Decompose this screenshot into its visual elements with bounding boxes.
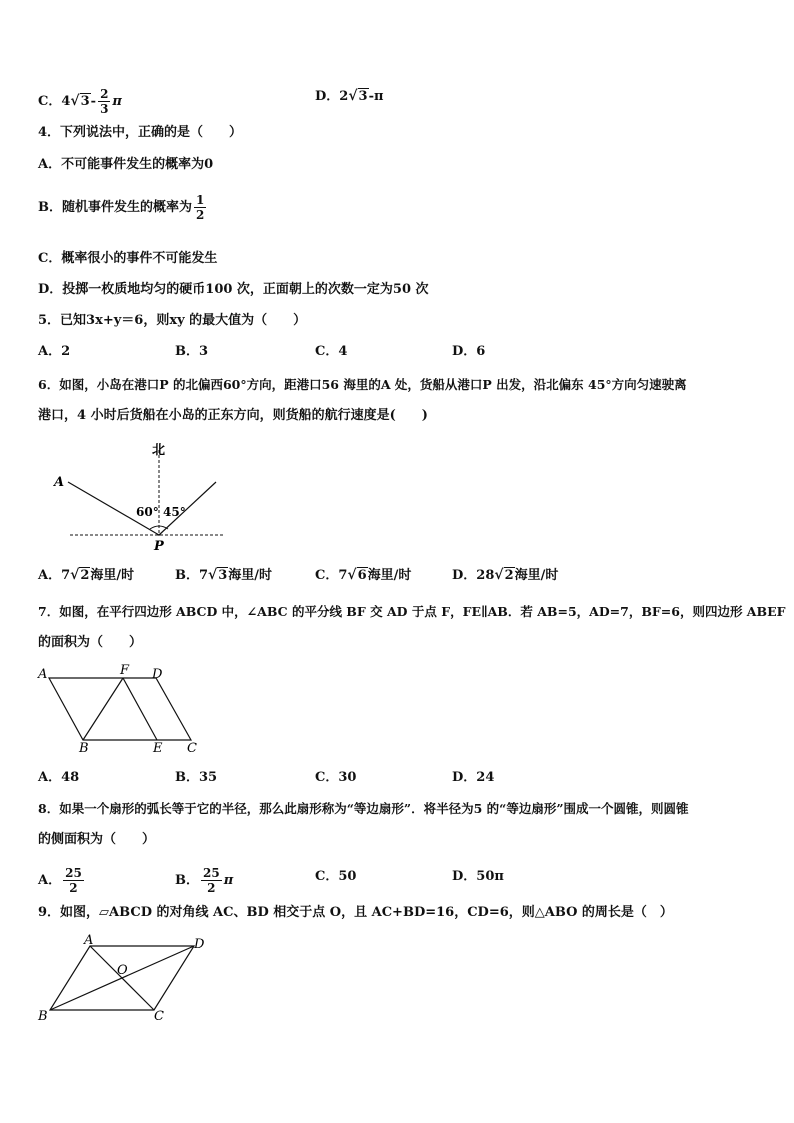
sqrt-symbol: √6 (347, 567, 367, 583)
q7-option-c: C．30 (315, 770, 357, 785)
q8-option-d: D．50π (452, 869, 504, 884)
north-label: 北 (152, 443, 166, 458)
q6-stem-line1: 6．如图，小岛在港口P 的北偏西60°方向，距港口56 海里的A 处，货船从港口P 出发，沿北偏东 45°方向匀速驶离 (38, 377, 687, 392)
q5-stem: 5．已知3x+y＝6，则xy 的最大值为（ ） (38, 313, 307, 328)
vertex-f: F (120, 663, 130, 678)
q7-option-d: D．24 (452, 770, 495, 785)
angle-45-label: 45° (163, 505, 186, 519)
q5-option-d: D．6 (452, 344, 486, 359)
q8-option-b: B． $\frac{25}{2}$ π (175, 866, 234, 895)
q7-stem-line2: 的面积为（ ） (38, 635, 143, 650)
q6-option-a: A．7√2海里/时 (38, 567, 135, 583)
q6-option-c: C．7√6海里/时 (315, 567, 412, 583)
q3-option-d: D．2√3-π (315, 88, 384, 104)
q4-stem: 4．下列说法中，正确的是（ ） (38, 125, 243, 140)
q4-option-a: A．不可能事件发生的概率为0 (38, 157, 214, 172)
point-o: O (117, 963, 128, 978)
q8-stem-line2: 的侧面积为（ ） (38, 832, 156, 847)
q7-figure (36, 662, 202, 756)
q6-stem-line2: 港口，4 小时后货船在小岛的正东方向，则货船的航行速度是( ) (38, 408, 428, 423)
vertex-d: D (152, 667, 163, 682)
q6-option-b: B．7√3海里/时 (175, 567, 273, 583)
q9-stem: 9．如图，▱ABCD 的对角线 AC、BD 相交于点 O，且 AC+BD=16，CD=6，则△ABO 的周长是（ ） (38, 905, 673, 920)
q4-option-b: B．随机事件发生的概率为 $\frac{1}{2}$ (38, 193, 205, 222)
fraction: $\frac{2}{3}$ (100, 87, 109, 116)
point-a-label: A (54, 475, 65, 490)
vertex-b: B (38, 1009, 48, 1024)
vertex-a: A (84, 933, 94, 948)
q5-option-b: B．3 (175, 344, 209, 359)
q3-option-c: C．4√3- $\frac{2}{3}$ π (38, 87, 122, 116)
vertex-c: C (187, 741, 197, 756)
q5-option-a: A．2 (38, 344, 71, 359)
fraction: $\frac{1}{2}$ (196, 193, 205, 222)
q5-option-c: C．4 (315, 344, 348, 359)
vertex-a: A (38, 667, 48, 682)
sqrt-symbol: √2 (70, 567, 90, 583)
angle-60-label: 60° (136, 505, 159, 519)
point-p-label: P (154, 539, 164, 554)
vertex-e: E (153, 741, 163, 756)
vertex-b: B (79, 741, 89, 756)
sqrt-symbol: √3 (70, 93, 90, 109)
q9-figure (34, 932, 214, 1024)
q8-option-a: A． $\frac{25}{2}$ (38, 866, 82, 895)
q6-option-d: D．28√2海里/时 (452, 567, 559, 583)
q8-option-c: C．50 (315, 869, 357, 884)
q7-option-b: B．35 (175, 770, 218, 785)
q4-option-c: C．概率很小的事件不可能发生 (38, 251, 218, 266)
q6-figure (50, 438, 240, 554)
q7-option-a: A．48 (38, 770, 80, 785)
vertex-d: D (194, 937, 205, 952)
sqrt-symbol: √3 (208, 567, 228, 583)
sqrt-symbol: √2 (494, 567, 514, 583)
vertex-c: C (154, 1009, 164, 1024)
q8-stem-line1: 8．如果一个扇形的弧长等于它的半径，那么此扇形称为“等边扇形”．将半径为5 的“等边扇形”围成一个圆锥，则圆锥 (38, 801, 689, 816)
q4-option-d: D．投掷一枚质地均匀的硬币100 次，正面朝上的次数一定为50 次 (38, 282, 429, 297)
sqrt-symbol: √3 (348, 88, 368, 104)
q7-stem-line1: 7．如图，在平行四边形 ABCD 中，∠ABC 的平分线 BF 交 AD 于点 F，FE∥AB．若 AB=5，AD=7，BF=6，则四边形 ABEF (38, 604, 786, 619)
fraction: $\frac{25}{2}$ (203, 866, 220, 895)
fraction: $\frac{25}{2}$ (65, 866, 82, 895)
